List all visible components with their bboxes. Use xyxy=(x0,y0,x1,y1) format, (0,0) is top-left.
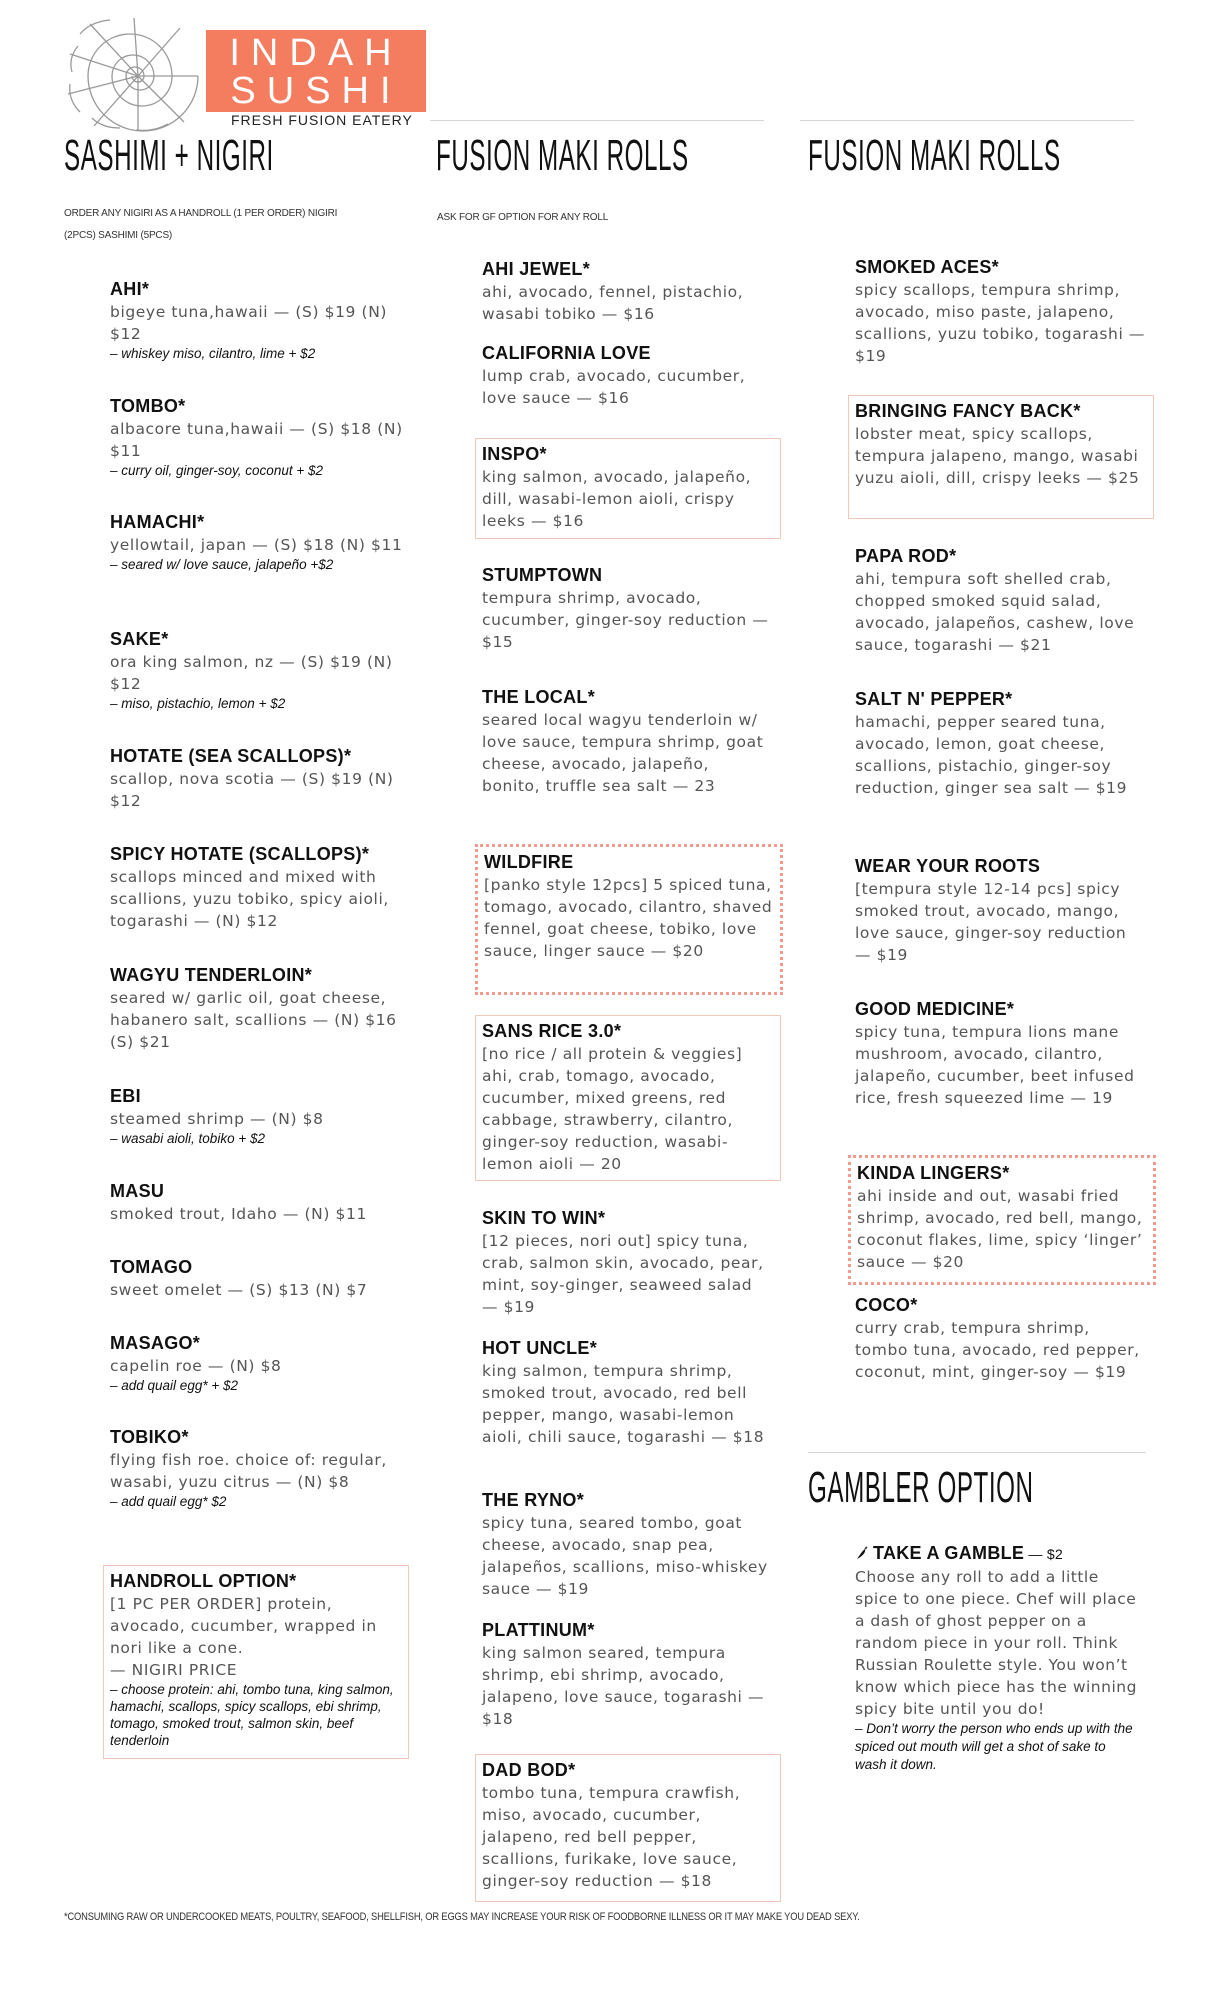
menu-item-masu xyxy=(110,1180,410,1225)
item-desc: king salmon, avocado, jalapeño, dill, wasabi-lemon aioli, crispy leeks — $16 xyxy=(482,468,752,530)
menu-item-stumptown xyxy=(482,564,772,653)
item-name: PAPA ROD* xyxy=(855,546,957,566)
item-note: – whiskey miso, cilantro, lime + $2 xyxy=(110,346,316,361)
menu-item-the-local xyxy=(482,686,772,797)
item-name: WILDFIRE xyxy=(484,852,574,872)
item-desc: scallops minced and mixed with scallions, yuzu tobiko, spicy aioli, togarashi — (N) $12 xyxy=(110,868,389,930)
menu-item-ahi xyxy=(110,278,410,363)
col2-note: ASK FOR GF OPTION FOR ANY ROLL xyxy=(437,212,609,223)
item-note: – add quail egg* + $2 xyxy=(110,1378,238,1393)
menu-item-inspo xyxy=(475,438,781,539)
brand-tagline: FRESH FUSION EATERY xyxy=(231,112,413,128)
item-price-note: — NIGIRI PRICE xyxy=(110,1661,238,1679)
item-name: BRINGING FANCY BACK* xyxy=(855,401,1081,421)
menu-item-good-medicine xyxy=(855,998,1145,1109)
menu-item-sans-rice xyxy=(475,1015,781,1181)
item-desc: tombo tuna, tempura crawfish, miso, avocado, cucumber, jalapeno, red bell pepper, scallions, furikake, love sauce, ginger-soy reduction — $18 xyxy=(482,1784,741,1890)
menu-item-ebi xyxy=(110,1085,410,1148)
menu-item-california-love xyxy=(482,342,772,409)
item-name: SPICY HOTATE (SCALLOPS)* xyxy=(110,844,370,864)
item-name: PLATTINUM* xyxy=(482,1620,595,1640)
item-name xyxy=(855,1542,1137,1566)
item-name: THE LOCAL* xyxy=(482,687,595,707)
menu-item-bringing-fancy-back xyxy=(848,395,1154,519)
item-desc: [panko style 12pcs] 5 spiced tuna, tomago, avocado, cilantro, shaved fennel, goat cheese, tobiko, love sauce, linger sauce — $20 xyxy=(484,876,773,960)
item-name: TOMBO* xyxy=(110,396,186,416)
gamble-label: TAKE A GAMBLE xyxy=(873,1543,1025,1563)
menu-item-salt-n-pepper xyxy=(855,688,1145,799)
item-desc: ahi inside and out, wasabi fried shrimp, avocado, red bell, mango, coconut flakes, lime, spicy ‘linger’ sauce — $20 xyxy=(857,1187,1143,1271)
item-name: MASU xyxy=(110,1181,165,1201)
item-desc: Choose any roll to add a little spice to one piece. Chef will place a dash of ghost pepper on a random piece in your roll. Think Russian Roulette style. You won’t know which piece has the winning spicy bite until you do! xyxy=(855,1568,1137,1718)
col1-note: ORDER ANY NIGIRI AS A HANDROLL (1 PER ORDER) NIGIRI (2PCS) SASHIMI (5PCS) xyxy=(64,208,338,241)
brand-name-line1: INDAH xyxy=(229,32,403,74)
item-desc: lump crab, avocado, cucumber, love sauce — $16 xyxy=(482,367,746,407)
brand-logo xyxy=(60,14,436,132)
item-note: – wasabi aioli, tobiko + $2 xyxy=(110,1131,265,1146)
nautilus-shell-icon xyxy=(60,14,210,132)
item-name: KINDA LINGERS* xyxy=(857,1163,1010,1183)
item-desc: ahi, tempura soft shelled crab, chopped smoked squid salad, avocado, jalapeños, cashew, love sauce, togarashi — $21 xyxy=(855,570,1135,654)
item-name: SAKE* xyxy=(110,629,169,649)
item-desc: spicy tuna, seared tombo, goat cheese, avocado, snap pea, jalapeños, scallions, miso-whiskey sauce — $19 xyxy=(482,1514,768,1598)
item-desc: [tempura style 12-14 pcs] spicy smoked trout, avocado, mango, love sauce, ginger-soy reduction — $19 xyxy=(855,880,1127,964)
gamble-price: — $2 xyxy=(1024,1546,1064,1562)
menu-item-smoked-aces xyxy=(855,256,1145,367)
item-desc: yellowtail, japan — (S) $18 (N) $11 xyxy=(110,536,403,554)
item-note: – seared w/ love sauce, jalapeño +$2 xyxy=(110,557,334,572)
menu-item-spicy-hotate xyxy=(110,843,410,932)
item-name: SKIN TO WIN* xyxy=(482,1208,606,1228)
chili-pepper-icon xyxy=(855,1546,869,1560)
item-name: STUMPTOWN xyxy=(482,565,603,585)
menu-item-hot-uncle xyxy=(482,1337,772,1448)
menu-item-handroll-option xyxy=(103,1565,409,1759)
item-name: TOBIKO* xyxy=(110,1427,189,1447)
col2-title: FUSION MAKI ROLLS xyxy=(436,131,689,180)
col1-title: SASHIMI + NIGIRI xyxy=(64,131,274,180)
menu-item-tomago xyxy=(110,1256,410,1301)
item-desc: smoked trout, Idaho — (N) $11 xyxy=(110,1205,367,1223)
item-desc: flying fish roe. choice of: regular, wasabi, yuzu citrus — (N) $8 xyxy=(110,1451,387,1491)
menu-item-sake xyxy=(110,628,410,713)
divider-col3-top xyxy=(800,120,1134,121)
item-desc: bigeye tuna,hawaii — (S) $19 (N) $12 xyxy=(110,303,388,343)
menu-item-skin-to-win xyxy=(482,1207,772,1318)
menu-item-tobiko xyxy=(110,1426,410,1511)
item-name: WAGYU TENDERLOIN* xyxy=(110,965,313,985)
item-name: HANDROLL OPTION* xyxy=(110,1571,297,1591)
menu-item-dad-bod xyxy=(475,1754,781,1902)
col3-title: FUSION MAKI ROLLS xyxy=(808,131,1061,180)
item-name: WEAR YOUR ROOTS xyxy=(855,856,1041,876)
item-note: – curry oil, ginger-soy, coconut + $2 xyxy=(110,463,323,478)
item-desc: [1 PC PER ORDER] protein, avocado, cucumber, wrapped in nori like a cone. xyxy=(110,1595,377,1657)
brand-name-box xyxy=(206,30,426,112)
item-name: EBI xyxy=(110,1086,141,1106)
item-name: GOOD MEDICINE* xyxy=(855,999,1015,1019)
item-name: INSPO* xyxy=(482,444,547,464)
divider-gambler xyxy=(808,1452,1146,1453)
menu-item-kinda-lingers xyxy=(848,1155,1156,1285)
item-desc: ahi, avocado, fennel, pistachio, wasabi tobiko — $16 xyxy=(482,283,744,323)
menu-item-hamachi xyxy=(110,511,410,574)
item-name: AHI JEWEL* xyxy=(482,259,591,279)
item-desc: tempura shrimp, avocado, cucumber, ginger-soy reduction — $15 xyxy=(482,589,769,651)
item-name: SMOKED ACES* xyxy=(855,257,999,277)
menu-item-papa-rod xyxy=(855,545,1145,656)
menu-item-wear-your-roots xyxy=(855,855,1145,966)
menu-item-ahi-jewel xyxy=(482,258,772,325)
item-desc: king salmon, tempura shrimp, smoked trout, avocado, red bell pepper, mango, wasabi-lemon aioli, chili sauce, togarashi — $18 xyxy=(482,1362,765,1446)
item-note: – Don’t worry the person who ends up with the spiced out mouth will get a shot of sake to wash it down. xyxy=(855,1721,1133,1772)
item-note: – miso, pistachio, lemon + $2 xyxy=(110,696,286,711)
item-name: AHI* xyxy=(110,279,150,299)
item-desc: [12 pieces, nori out] spicy tuna, crab, salmon skin, avocado, pear, mint, soy-ginger, seaweed salad — $19 xyxy=(482,1232,764,1316)
item-desc: sweet omelet — (S) $13 (N) $7 xyxy=(110,1281,368,1299)
menu-item-masago xyxy=(110,1332,410,1395)
menu-item-plattinum xyxy=(482,1619,772,1730)
brand-name-line2: SUSHI xyxy=(230,70,402,112)
item-note: – choose protein: ahi, tombo tuna, king salmon, hamachi, scallops, spicy scallops, ebi shrimp, tomago, smoked trout, salmon skin, beef tenderloin xyxy=(110,1682,394,1748)
item-name: HAMACHI* xyxy=(110,512,205,532)
item-desc: hamachi, pepper seared tuna, avocado, lemon, goat cheese, scallions, pistachio, ginger-soy reduction, ginger sea salt — $19 xyxy=(855,713,1128,797)
menu-item-take-a-gamble xyxy=(855,1542,1137,1774)
item-name: HOT UNCLE* xyxy=(482,1338,597,1358)
item-desc: steamed shrimp — (N) $8 xyxy=(110,1110,324,1128)
menu-item-the-ryno xyxy=(482,1489,772,1600)
item-desc: spicy tuna, tempura lions mane mushroom, avocado, cilantro, jalapeño, cucumber, beet infused rice, fresh squeezed lime — 19 xyxy=(855,1023,1135,1107)
item-desc: lobster meat, spicy scallops, tempura jalapeno, mango, wasabi yuzu aioli, dill, crispy leeks — $25 xyxy=(855,425,1140,487)
item-desc: seared local wagyu tenderloin w/ love sauce, tempura shrimp, goat cheese, avocado, jalapeño, bonito, truffle sea salt — 23 xyxy=(482,711,764,795)
divider-col2-top xyxy=(430,120,764,121)
item-desc: curry crab, tempura shrimp, tombo tuna, avocado, red pepper, coconut, mint, ginger-soy — $19 xyxy=(855,1319,1140,1381)
item-desc: [no rice / all protein & veggies] ahi, crab, tomago, avocado, cucumber, mixed greens, red cabbage, strawberry, cilantro, ginger-soy reduction, wasabi-lemon aioli — 20 xyxy=(482,1045,743,1173)
menu-item-hotate xyxy=(110,745,410,812)
item-desc: capelin roe — (N) $8 xyxy=(110,1357,282,1375)
menu-item-tombo xyxy=(110,395,410,480)
item-desc: seared w/ garlic oil, goat cheese, habanero salt, scallions — (N) $16 (S) $21 xyxy=(110,989,397,1051)
item-desc: king salmon seared, tempura shrimp, ebi shrimp, avocado, jalapeno, love sauce, togarashi — $18 xyxy=(482,1644,765,1728)
menu-item-coco xyxy=(855,1294,1145,1383)
menu-item-wagyu-tenderloin xyxy=(110,964,410,1053)
item-name: HOTATE (SEA SCALLOPS)* xyxy=(110,746,352,766)
disclaimer-footer: *CONSUMING RAW OR UNDERCOOKED MEATS, POULTRY, SEAFOOD, SHELLFISH, OR EGGS MAY INCREASE YOUR RISK OF FOODBORNE ILLNESS OR IT MAY MAKE YOU DEAD SEXY. xyxy=(64,1911,860,1923)
item-name: COCO* xyxy=(855,1295,918,1315)
item-name: SALT N' PEPPER* xyxy=(855,689,1013,709)
menu-item-wildfire xyxy=(475,844,783,995)
item-desc: ora king salmon, nz — (S) $19 (N) $12 xyxy=(110,653,393,693)
item-name: MASAGO* xyxy=(110,1333,201,1353)
item-desc: albacore tuna,hawaii — (S) $18 (N) $11 xyxy=(110,420,403,460)
item-desc: scallop, nova scotia — (S) $19 (N) $12 xyxy=(110,770,394,810)
gambler-title: GAMBLER OPTION xyxy=(808,1463,1034,1512)
item-name: SANS RICE 3.0* xyxy=(482,1021,622,1041)
item-desc: spicy scallops, tempura shrimp, avocado, miso paste, jalapeno, scallions, yuzu tobiko, togarashi — $19 xyxy=(855,281,1146,365)
item-name: DAD BOD* xyxy=(482,1760,576,1780)
item-note: – add quail egg* $2 xyxy=(110,1494,227,1509)
item-name: THE RYNO* xyxy=(482,1490,585,1510)
item-name: CALIFORNIA LOVE xyxy=(482,343,651,363)
item-name: TOMAGO xyxy=(110,1257,193,1277)
